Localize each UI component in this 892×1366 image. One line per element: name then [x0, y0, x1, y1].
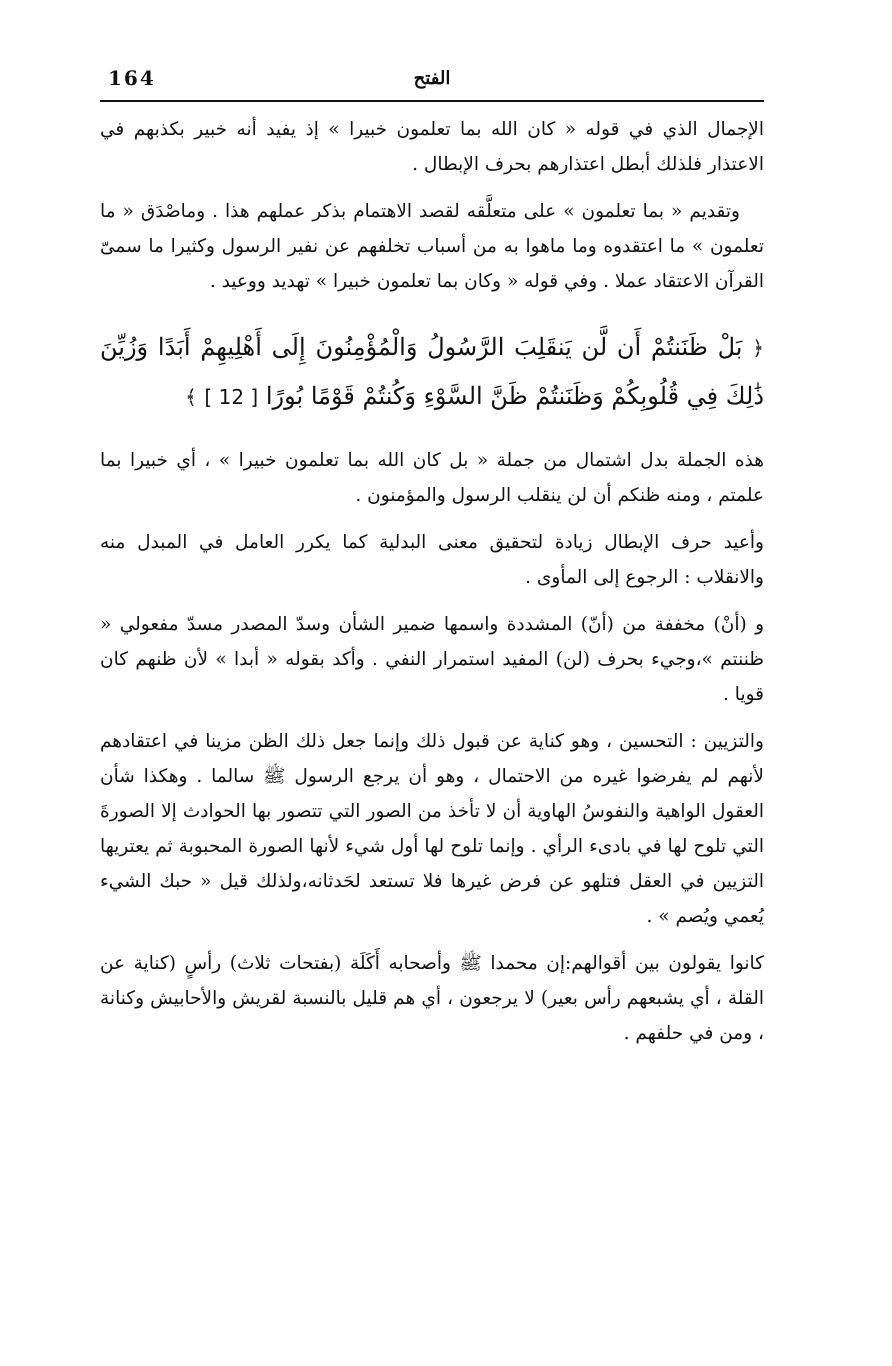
paragraph: وتقديم « بما تعلمون » على متعلَّقه لقصد الاهتمام بذكر عملهم هذا . وماصْدَق « ما تعلمون » ما اعتقدوه وما ماهوا به من أسباب تخلفهم عن نفير الرسول وكثيرا ما سمىّ القرآن الاعتقاد عملا . وفي قوله « وكان بما تعلمون خبيرا » تهديد ووعيد .: [100, 201, 764, 292]
paragraph: و (أنْ) مخففة من (أنّ) المشددة واسمها ضمير الشأن وسدّ المصدر مسدّ مفعولي « ظننتم »،وجيء بحرف (لن) المفيد استمرار النفي . وأكد بقوله « أبدا » لأن ظنهم كان قويا .: [100, 614, 764, 705]
paragraph: هذه الجملة بدل اشتمال من جملة « بل كان الله بما تعلمون خبيرا » ، أي خبيرا بما علمتم ، ومنه ظنكم أن لن ينقلب الرسول والمؤمنون .: [100, 450, 764, 506]
page-header: [100, 60, 764, 102]
paragraph: والتزيين : التحسين ، وهو كناية عن قبول ذلك وإنما جعل ذلك الظن مزينا في اعتقادهم لأنهم لم يفرضوا غيره من الاحتمال ، وهو أن يرجع الرسول ﷺ سالما . وهكذا شأن العقول الواهية والنفوسُ الهاوية أن لا تأخذ من الصور التي تتصور بها الحوادث إلا الصورةَ التي تلوح لها في بادىء الرأي . وإنما تلوح لها أول شيء لأنها الصورة المحبوبة ثم يعتريها التزيين في العقل فتلهو عن فرض غيرها فلا تستعد لحَدثانه،ولذلك قيل « حبك الشيء يُعمي ويُصم » .: [100, 731, 764, 927]
book-page: [100, 60, 764, 1300]
paragraph: كانوا يقولون بين أقوالهم:إن محمدا ﷺ وأصحابه أَكَلَة (بفتحات ثلاث) رأسٍ (كناية عن القلة ، أي يشبعهم رأس بعير) لا يرجعون ، أي هم قليل بالنسبة لقريش والأحابيش وكنانة ، ومن في حلفهم .: [100, 953, 764, 1044]
verse-text: بَلْ ظَنَنتُمْ أَن لَّن يَنقَلِبَ الرَّسُولُ وَالْمُؤْمِنُونَ إِلَى أَهْلِيهِمْ أَبَدًا وَزُيِّنَ ذَٰلِكَ فِي قُلُوبِكُمْ وَظَنَنتُمْ ظَنَّ السَّوْءِ وَكُنتُمْ قَوْمًا بُورًا: [100, 333, 764, 410]
paragraph: وأعيد حرف الإبطال زيادة لتحقيق معنى البدلية كما يكرر العامل في المبدل منه والانقلاب : الرجوع إلى المأوى .: [100, 532, 764, 588]
page-body: [100, 112, 764, 1051]
quran-verse: [100, 323, 764, 421]
verse-number: [ 12 ]: [204, 385, 259, 409]
running-title: الفتح: [413, 68, 451, 89]
paragraph: الإجمال الذي في قوله « كان الله بما تعلمون خبيرا » إذ يفيد أنه خبير بكذبهم في الاعتذار فلذلك أبطل اعتذارهم بحرف الإبطال .: [100, 119, 764, 175]
verse-open-bracket: ﴿: [752, 336, 764, 360]
page-number: 164: [108, 66, 156, 90]
verse-close-bracket: ﴾: [185, 385, 197, 409]
